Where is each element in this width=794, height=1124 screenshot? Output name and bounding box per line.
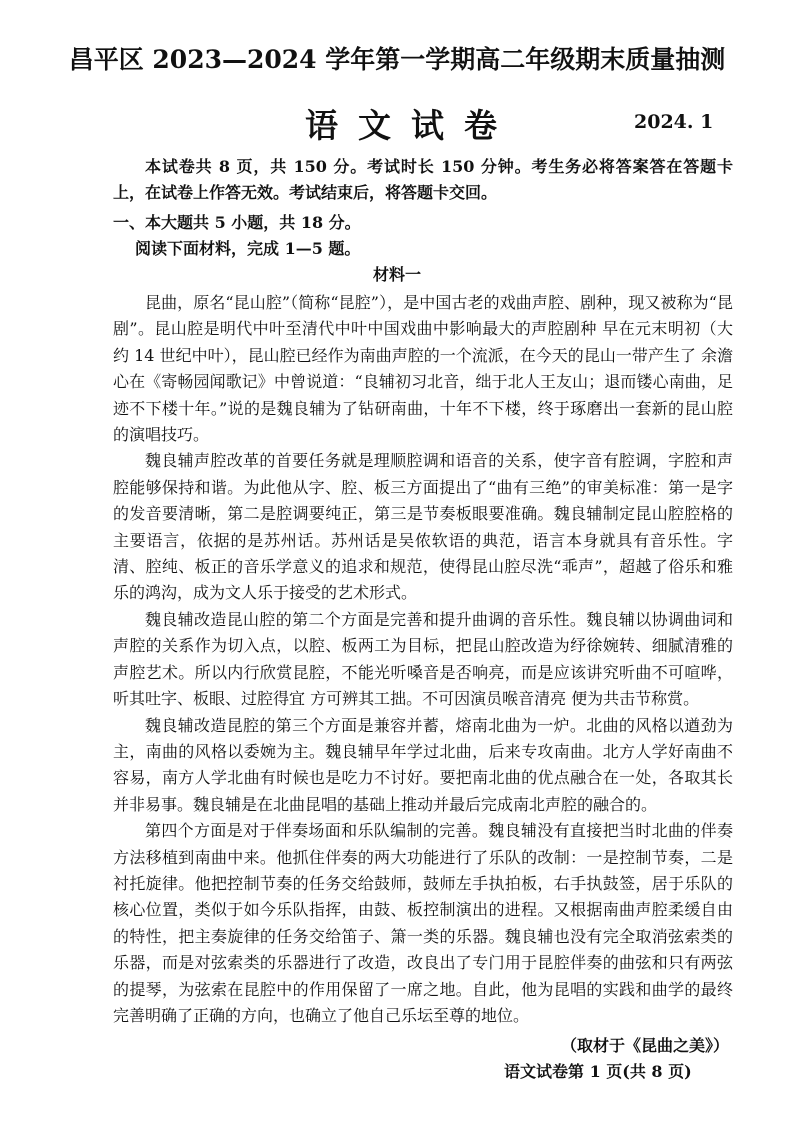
subject-title: 语文试卷: [305, 106, 517, 145]
material-paragraph: 魏良辅改造昆山腔的第二个方面是完善和提升曲调的音乐性。魏良辅以协调曲词和声腔的关系作为切入点，以腔、板两工为目标，把昆山腔改造为纾徐婉转、细腻清雅的声腔艺术。所以内行欣赏昆腔，不能光听嗓音是否响亮，而是应该讲究听曲不可喧哗，听其吐字、板眼、过腔得宜 方可辨其工拙。不可因演员喉音清亮 便为共击节称赏。: [113, 609, 733, 709]
page-footer: 语文试卷第 1 页(共 8 页): [504, 1062, 692, 1081]
material-paragraph: 魏良辅改造昆腔的第三个方面是兼容并蓄，熔南北曲为一炉。北曲的风格以遒劲为主，南曲的风格以委婉为主。魏良辅早年学过北曲，后来专攻南曲。北方人学好南曲不容易，南方人学北曲有时候也是吃力不讨好。要把南北曲的优点融合在一处，各取其长并非易事。魏良辅是在北曲昆唱的基础上推动并最后完成南北声腔的融合的。: [113, 715, 733, 814]
material-title: 材料一: [372, 265, 421, 284]
exam-instructions: 本试卷共 8 页，共 150 分。考试时长 150 分钟。考生务必将答案答在答题卡上，在试卷上作答无效。考试结束后，将答题卡交回。: [113, 157, 733, 202]
exam-title: 昌平区 2023—2024 学年第一学期高二年级期末质量抽测: [68, 45, 726, 74]
section-heading: 一、本大题共 5 小题，共 18 分。: [113, 213, 361, 232]
material-body: [113, 290, 733, 1029]
reading-prompt: 阅读下面材料，完成 1—5 题。: [135, 239, 361, 258]
exam-date: 2024. 1: [634, 111, 714, 133]
material-paragraph: 第四个方面是对于伴奏场面和乐队编制的完善。魏良辅没有直接把当时北曲的伴奏方法移植到南曲中来。他抓住伴奏的两大功能进行了乐队的改制：一是控制节奏，二是衬托旋律。他把控制节奏的任务交给鼓师，鼓师左手执拍板，右手执鼓签，居于乐队的核心位置，类似于如今乐队指挥，由鼓、板控制演出的进程。又根据南曲声腔柔缓自由的特性，把主奏旋律的任务交给笛子、箫一类的乐器。魏良辅也没有完全取消弦索类的乐器，而是对弦索类的乐器进行了改造，改良出了专门用于昆腔伴奏的曲弦和只有两弦的提琴，为弦索在昆腔中的作用保留了一席之地。自此，他为昆唱的实践和曲学的最终完善明确了正确的方向，也确立了他自己乐坛至尊的地位。: [113, 821, 733, 1025]
material-paragraph: 昆曲，原名“昆山腔”（简称“昆腔”），是中国古老的戏曲声腔、剧种，现又被称为“昆剧”。昆山腔是明代中叶至清代中叶中国戏曲中影响最大的声腔剧种 早在元末明初（大约 14 世纪中叶），昆山腔已经作为南曲声腔的一个流派，在今天的昆山一带产生了 余澹心在《寄畅园闻歌记》中曾说道：“良辅初习北音，绌于北人王友山；退而镂心南曲，足迹不下楼十年。”说的是魏良辅为了钻研南曲，十年不下楼，终于琢磨出一套新的昆山腔的演唱技巧。: [113, 293, 733, 445]
material-source: （取材于《昆曲之美》）: [560, 1036, 729, 1055]
material-paragraph: 魏良辅声腔改革的首要任务就是理顺腔调和语音的关系，使字音有腔调，字腔和声腔能够保持和谐。为此他从字、腔、板三方面提出了“曲有三绝”的审美标准：第一是字的发音要清晰，第二是腔调要纯正，第三是节奏板眼要准确。魏良辅制定昆山腔腔格的主要语言，依据的是苏州话。苏州话是吴侬软语的典范，语言本身就具有音乐性。字清、腔纯、板正的音乐学意义的追求和规范，使得昆山腔尽洗“乖声”，超越了俗乐和雅乐的鸿沟，成为文人乐于接受的艺术形式。: [113, 451, 733, 603]
